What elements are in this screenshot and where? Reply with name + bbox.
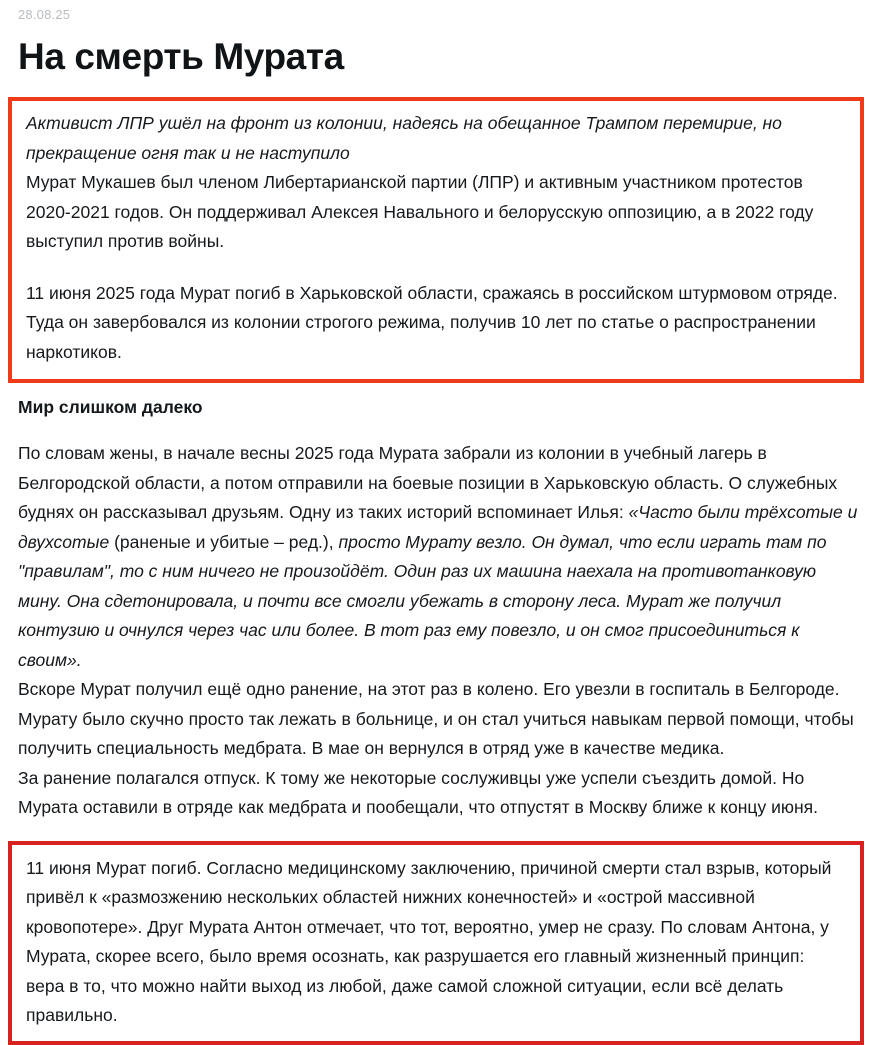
section-heading: Мир слишком далеко [18,397,203,417]
body-paragraph-2: Вскоре Мурат получил ещё одно ранение, на этот раз в колено. Его увезли в госпиталь в Белгороде. Мурату было скучно просто так лежать в больнице, и он стал учиться навыкам первой помощи, чтобы получить специальность медбрата. В мае он вернулся в отряд уже в качестве медика. [18,679,854,758]
highlight-box-top-paragraph-2: 11 июня 2025 года Мурат погиб в Харьковской области, сражаясь в российском штурмовом отряде. Туда он завербовался из колонии строгого режима, получив 10 лет по статье о распространении наркотиков. [26,282,838,362]
quote-segment-b: просто Мурату везло. Он думал, что если играть там по "правилам", то с ним ничего не произойдёт. Один раз их машина наехала на противотанковую мину. Она сдетонировала, и почти все смогли убежать в сторону леса. Мурат же получил контузию и очнулся через час или более. В тот раз ему повезло, и он смог присоединиться к своим». [18,531,827,670]
article-header [0,0,873,78]
quote-segment-a: «Часто были трёхсотые и двухсотые [18,502,858,552]
quote-editorial-note: (раненые и убитые – ред.), [114,531,339,552]
highlight-box-top [8,97,864,383]
highlight-box-bottom-paragraph-1: 11 июня Мурат погиб. Согласно медицинскому заключению, причиной смерти стал взрыв, который привёл к «размозжению нескольких областей нижних конечностей» и «острой массивной кровопотере». Друг Мурата Антон отмечает, что тот, вероятно, умер не сразу. По словам Антона, у Мурата, скорее всего, было время осознать, как разрушается его главный жизненный принцип: вера в то, что можно найти выход из любой, даже самой сложной ситуации, если всё делать правильно. [26,857,832,1025]
page-title: На смерть Мурата [18,36,344,77]
body-paragraph-3: За ранение полагался отпуск. К тому же некоторые сослуживцы уже успели съездить домой. Но Мурата оставили в отряде как медбрата и пообещали, что отпустят в Москву ближе к концу июня. [18,767,818,817]
highlight-box-bottom [8,841,864,1045]
highlight-box-top-paragraph-1: Мурат Мукашев был членом Либертарианской партии (ЛПР) и активным участником протестов 2020-2021 годов. Он поддерживал Алексея Навального и белорусскую оппозицию, а в 2022 году выступил против войны. [26,172,814,251]
body-paragraph-1 [18,439,859,675]
body-paragraph-1-intro: По словам жены, в начале весны 2025 года Мурата забрали из колонии в учебный лагерь в Белгородской области, а потом отправили на боевые позиции в Харьковскую область. О служебных буднях он рассказывал друзьям. Одну из таких историй вспоминает Илья: [18,443,838,522]
publication-date: 28.08.25 [18,7,71,22]
lead-paragraph: Активист ЛПР ушёл на фронт из колонии, надеясь на обещанное Трампом перемирие, но прекращение огня так и не наступило [26,113,782,163]
article-body [0,395,873,823]
